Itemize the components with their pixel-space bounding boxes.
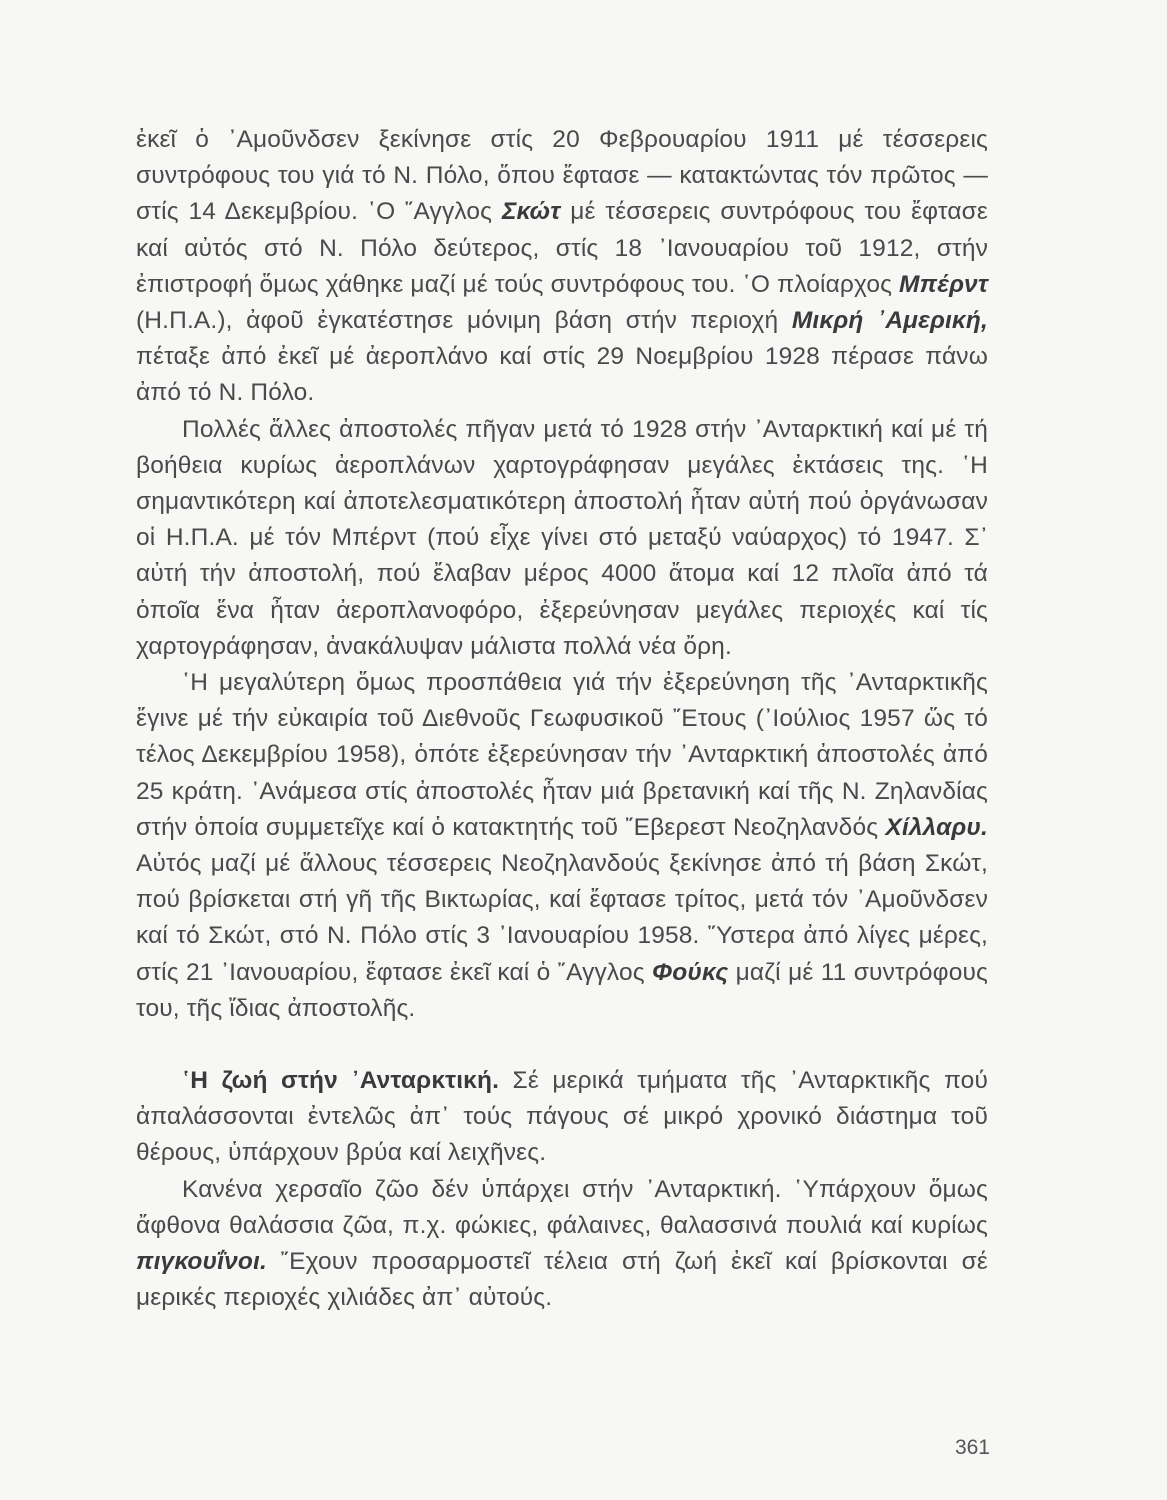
text-run: πέταξε ἀπό ἐκεῖ μέ ἀεροπλάνο καί στίς 29 Νοεμβρίου 1928 πέρασε πάνω ἀπό τό Ν. Πόλο. — [136, 343, 988, 407]
text-run: μέ τέσσερεις συντρόφους του ἔφτασε καί αὐτός στό Ν. Πόλο δεύτερος, στίς 18 ᾿Ιανουαρίου τοῦ 1912, στήν ἐπιστροφή ὅμως χάθηκε μαζί μέ τούς συντρόφους του. ῾Ο πλοίαρχος — [136, 198, 988, 298]
name-scott: Σκώτ — [501, 198, 561, 226]
page-number: 361 — [954, 1436, 990, 1459]
text-run: Πολλές ἄλλες ἀποστολές πῆγαν μετά τό 1928 στήν ᾿Ανταρκτική καί μέ τή βοήθεια κυρίως ἀεροπλάνων χαρτογράφησαν μεγάλες ἐκτάσεις της. ῾Η σημαντικότερη καί ἀποτελεσματικότερη ἀποστολή ἦταν αὐτή πού ὀργάνωσαν οἱ Η.Π.Α. μέ τόν Μπέρντ (πού εἶχε γίνει στό μεταξύ ναύαρχος) τό 1947. Σ᾿ αὐτή τήν ἀποστολή, πού ἔλαβαν μέρος 4000 ἄτομα καί 12 πλοῖα ἀπό τά ὁποῖα ἕνα ἦταν ἀεροπλανοφόρο, ἐξερεύνησαν μεγάλες περιοχές καί τίς χαρτογράφησαν, ἀνακάλυψαν μάλιστα πολλά νέα ὄρη. — [136, 415, 988, 660]
text-run: Κανένα χερσαῖο ζῶο δέν ὑπάρχει στήν ᾿Ανταρκτική. ῾Υπάρχουν ὅμως ἄφθονα θαλάσσια ζῶα, π.χ. φώκιες, φάλαινες, θαλασσινά πουλιά καί κυρίως — [136, 1175, 988, 1239]
text-run: ἐκεῖ ὁ ᾿Αμοῦνδσεν ξεκίνησε στίς 20 Φεβρουαρίου 1911 μέ τέσσερεις συντρόφους του γιά τό Ν. Πόλο, ὅπου ἔφτασε — κατακτώντας τόν πρῶτος — στίς 14 Δεκεμβρίου. ῾Ο ῞Αγγλος — [136, 126, 988, 226]
paragraph-2 — [136, 412, 988, 665]
text-run: Αὐτός μαζί μέ ἄλλους τέσσερεις Νεοζηλανδούς ξεκίνησε ἀπό τή βάση Σκώτ, πού βρίσκεται στή γῆ τῆς Βικτωρίας, καί ἔφτασε τρίτος, μετά τόν ᾿Αμοῦνδσεν καί τό Σκώτ, στό Ν. Πόλο στίς 3 ᾿Ιανουαρίου 1958. ῞Υστερα ἀπό λίγες μέρες, στίς 21 ᾿Ιανουαρίου, ἔφτασε ἐκεῖ καί ὁ ῎Αγγλος — [136, 850, 988, 986]
term-penguins: πιγκουΐνοι. — [136, 1248, 267, 1276]
paragraph-3 — [136, 665, 988, 1027]
section-heading: ῾Η ζωή στήν ᾿Ανταρκτική. — [182, 1067, 500, 1095]
text-run: μαζί μέ 11 συντρόφους του, τῆς ἴδιας ἀποστολῆς. — [136, 958, 988, 1022]
paragraph-5 — [136, 1172, 988, 1317]
name-little-america: Μικρή ᾿Αμερική, — [791, 307, 988, 335]
body-text — [136, 122, 988, 1317]
paragraph-4 — [136, 1063, 988, 1172]
text-run: Σέ μερικά τμήματα τῆς ᾿Ανταρκτικῆς πού ἀπαλάσσονται ἐντελῶς ἀπ᾿ τούς πάγους σέ μικρό χρονικό διάστημα τοῦ θέρους, ὑπάρχουν βρύα καί λειχῆνες. — [136, 1067, 988, 1167]
name-hillary: Χίλλαρυ. — [885, 813, 988, 841]
name-byrd: Μπέρντ — [899, 270, 988, 298]
paragraph-1 — [136, 122, 988, 412]
name-fuchs: Φούκς — [652, 958, 729, 986]
text-run: (Η.Π.Α.), ἀφοῦ ἐγκατέστησε μόνιμη βάση στήν περιοχή — [136, 307, 792, 335]
text-run: ῎Εχουν προσαρμοστεῖ τέλεια στή ζωή ἐκεῖ καί βρίσκονται σέ μερικές περιοχές χιλιάδες ἀπ᾿ αὐτούς. — [136, 1248, 988, 1312]
text-run: ῾Η μεγαλύτερη ὅμως προσπάθεια γιά τήν ἐξερεύνηση τῆς ᾿Ανταρκτικῆς ἔγινε μέ τήν εὐκαιρία τοῦ Διεθνοῦς Γεωφυσικοῦ ῎Ετους (᾿Ιούλιος 1957 ὥς τό τέλος Δεκεμβρίου 1958), ὁπότε ἐξερεύνησαν τήν ᾿Ανταρκτική ἀποστολές ἀπό 25 κράτη. ᾿Ανάμεσα στίς ἀποστολές ἦταν μιά βρετανική καί τῆς Ν. Ζηλανδίας στήν ὁποία συμμετεῖχε καί ὁ κατακτητής τοῦ ῎Εβερεστ Νεοζηλανδός — [136, 669, 988, 841]
